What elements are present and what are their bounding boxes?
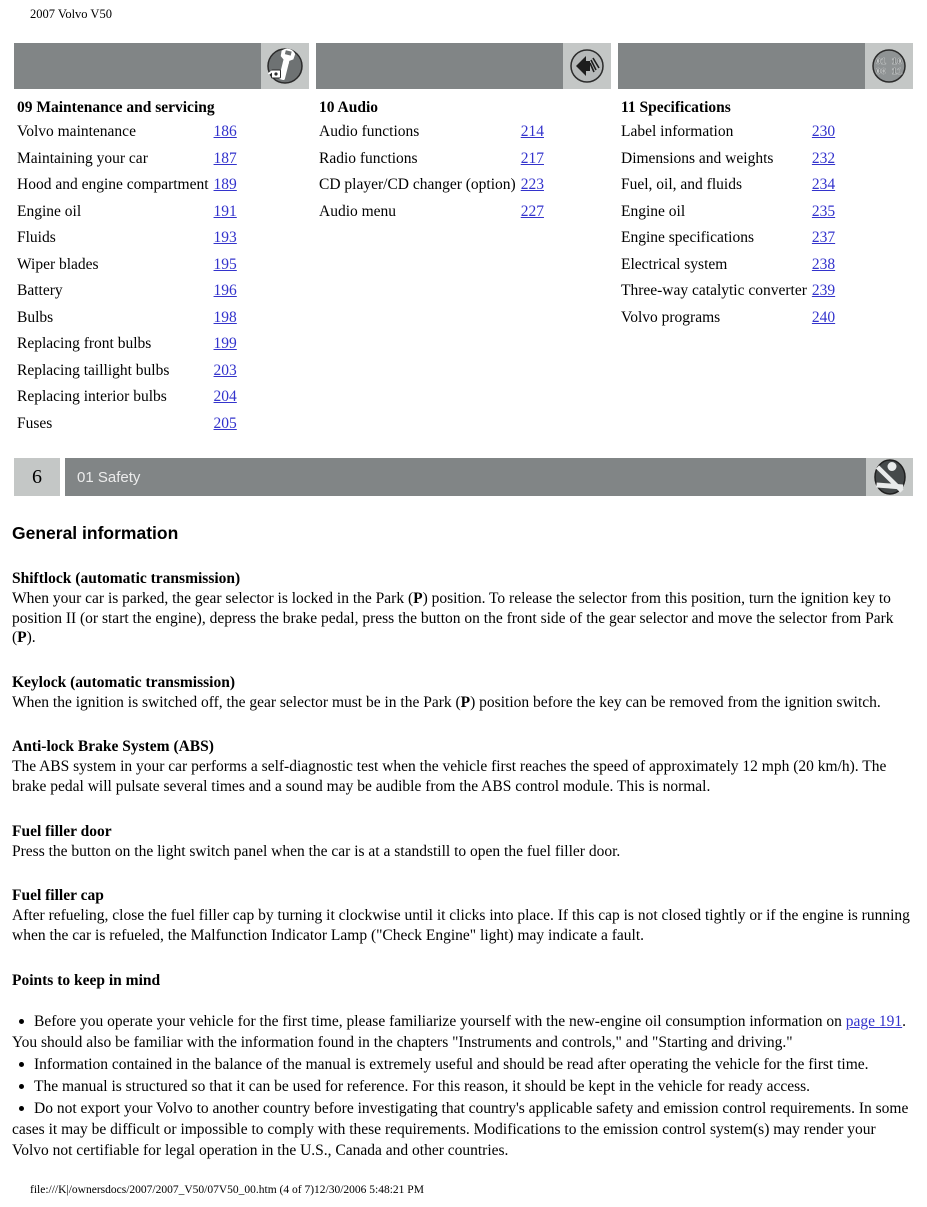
toc-item-label: Label information bbox=[621, 123, 734, 140]
page-link[interactable]: 187 bbox=[213, 149, 237, 167]
toc-item-label: Engine oil bbox=[17, 202, 82, 220]
section-abs bbox=[12, 738, 913, 796]
toc-column-audio bbox=[316, 43, 611, 437]
audio-header-bar bbox=[316, 43, 611, 89]
svg-text:00 11: 00 11 bbox=[875, 67, 903, 77]
toc-column-specifications bbox=[618, 43, 913, 437]
toc-list-audio bbox=[319, 119, 611, 225]
toc-item-label: Replacing interior bulbs bbox=[17, 388, 167, 405]
page-link[interactable]: 214 bbox=[520, 123, 544, 140]
toc-item-label: Audio menu bbox=[319, 202, 397, 220]
section-title: Anti-lock Brake System (ABS) bbox=[12, 738, 214, 756]
page-link[interactable]: 237 bbox=[811, 229, 836, 246]
toc-item-label: Fuel, oil, and fluids bbox=[621, 176, 742, 193]
toc-item-label: Replacing taillight bulbs bbox=[17, 361, 170, 379]
speaker-icon bbox=[567, 46, 607, 86]
maintenance-header-bar bbox=[14, 43, 309, 89]
toc-list-specifications bbox=[621, 119, 913, 331]
page-link[interactable]: 217 bbox=[520, 149, 544, 167]
toc-item-label: Battery bbox=[17, 282, 63, 299]
page-link[interactable]: 193 bbox=[213, 229, 237, 246]
bullet-dot bbox=[19, 1062, 24, 1067]
wrench-oil-icon bbox=[265, 46, 305, 86]
page-link[interactable]: 230 bbox=[811, 123, 836, 140]
toc-heading-specifications: 11 Specifications bbox=[621, 99, 731, 116]
specifications-header-bar bbox=[618, 43, 913, 89]
toc-item-label: Volvo programs bbox=[621, 308, 721, 326]
section-keylock bbox=[12, 674, 913, 713]
page-link[interactable]: 191 bbox=[213, 202, 237, 220]
toc-item-label: Maintaining your car bbox=[17, 149, 148, 167]
section-fuel-filler-door bbox=[12, 823, 913, 862]
points-heading: Points to keep in mind bbox=[12, 972, 161, 990]
page-link[interactable]: 199 bbox=[213, 335, 237, 352]
toc-item-label: Electrical system bbox=[621, 255, 728, 273]
seatbelt-icon bbox=[870, 458, 910, 496]
section-title: Fuel filler door bbox=[12, 822, 112, 840]
banner-page-number: 6 bbox=[14, 458, 60, 496]
page-link[interactable]: 195 bbox=[213, 255, 237, 273]
toc-item-label: Radio functions bbox=[319, 149, 418, 167]
bullet-item: The manual is structured so that it can be used for reference. For this reason, it should be kept in the vehicle for ready access. bbox=[12, 1076, 913, 1097]
toc-column-maintenance bbox=[14, 43, 309, 437]
toc-item-label: Fuses bbox=[17, 414, 53, 432]
toc-item-label: Wiper blades bbox=[17, 255, 99, 273]
toc-item-label: CD player/CD changer (option) bbox=[319, 176, 516, 193]
section-shiftlock bbox=[12, 570, 913, 648]
toc-heading-maintenance: 09 Maintenance and servicing bbox=[17, 99, 215, 116]
toc-item-label: Fluids bbox=[17, 229, 56, 246]
toc-list-maintenance bbox=[17, 119, 309, 437]
section-body: When the ignition is switched off, the gear selector must be in the Park (P) position before the key can be removed from the ignition switch. bbox=[12, 693, 881, 711]
page-link[interactable]: 198 bbox=[213, 308, 237, 326]
section-fuel-filler-cap bbox=[12, 887, 913, 945]
points-list bbox=[12, 1011, 913, 1161]
toc-heading-audio: 10 Audio bbox=[319, 99, 379, 116]
specifications-numbers-icon bbox=[869, 46, 909, 86]
page-link[interactable]: 240 bbox=[811, 308, 836, 326]
toc-item-label: Bulbs bbox=[17, 308, 54, 326]
page-link[interactable]: 234 bbox=[811, 176, 836, 193]
general-information-heading: General information bbox=[12, 523, 179, 543]
section-title: Keylock (automatic transmission) bbox=[12, 673, 236, 691]
bullet-dot bbox=[19, 1019, 24, 1024]
page-link[interactable]: 203 bbox=[213, 361, 237, 379]
page-link[interactable]: 238 bbox=[811, 255, 836, 273]
toc-item-label: Replacing front bulbs bbox=[17, 335, 152, 352]
section-body: The ABS system in your car performs a self-diagnostic test when the vehicle first reaches the speed of approximately 12 mph (20 km/h). The brake pedal will pulsate several times and a sound may be audible from the ABS control module. This is normal. bbox=[12, 758, 887, 795]
section-title: Shiftlock (automatic transmission) bbox=[12, 570, 241, 587]
page-link[interactable]: 186 bbox=[213, 123, 237, 140]
chapter-banner bbox=[14, 458, 913, 496]
banner-chapter-title: 01 Safety bbox=[65, 458, 866, 496]
section-body: When your car is parked, the gear selector is locked in the Park (P) position. To release the selector from this position, turn the ignition key to position II (or start the engine), depress the brake pedal, press the button on the front side of the gear selector and move the selector from Park (P). bbox=[12, 590, 894, 647]
toc-item-label: Three-way catalytic converter bbox=[621, 282, 807, 299]
page-link[interactable]: 223 bbox=[520, 176, 544, 193]
bullet-item: Before you operate your vehicle for the first time, please familiarize yourself with the new-engine oil consumption information on page 191. You should also be familiar with the information found in the chapters "Instruments and controls," and "Starting and driving." bbox=[12, 1013, 907, 1052]
file-path-footer: file:///K|/ownersdocs/2007/2007_V50/07V50_00.htm (4 of 7)12/30/2006 5:48:21 PM bbox=[30, 1184, 424, 1196]
toc-item-label: Dimensions and weights bbox=[621, 149, 774, 167]
svg-text:01 10: 01 10 bbox=[875, 57, 903, 67]
document-title: 2007 Volvo V50 bbox=[30, 7, 112, 21]
toc-item-label: Engine oil bbox=[621, 202, 686, 220]
page-link[interactable]: 204 bbox=[213, 388, 237, 405]
bullet-item: Do not export your Volvo to another country before investigating that country's applicable safety and emission control requirements. In some cases it may be difficult or impossible to comply with these requirements. Modifications to the emission control system(s) may render your Volvo not certifiable for legal operation in the U.S., Canada and other countries. bbox=[12, 1100, 909, 1160]
section-title: Fuel filler cap bbox=[12, 887, 104, 905]
bullet-dot bbox=[19, 1106, 24, 1111]
page-link[interactable]: 235 bbox=[811, 202, 836, 220]
toc-item-label: Audio functions bbox=[319, 123, 420, 140]
toc-columns bbox=[14, 43, 913, 437]
page-link[interactable]: 227 bbox=[520, 202, 544, 220]
page-191-link[interactable]: page 191 bbox=[845, 1013, 903, 1031]
page-link[interactable]: 189 bbox=[213, 176, 237, 193]
main-content bbox=[12, 523, 913, 1161]
page-link[interactable]: 205 bbox=[213, 414, 237, 432]
bullet-dot bbox=[19, 1084, 24, 1089]
page-link[interactable]: 232 bbox=[811, 149, 836, 167]
toc-item-label: Volvo maintenance bbox=[17, 123, 136, 140]
bullet-item: Information contained in the balance of the manual is extremely useful and should be read after operating the vehicle for the first time. bbox=[12, 1054, 913, 1075]
page-link[interactable]: 239 bbox=[811, 282, 836, 299]
section-body: After refueling, close the fuel filler cap by turning it clockwise until it clicks into place. If this cap is not closed tightly or if the engine is running when the car is refueled, the Malfunction Indicator Lamp ("Check Engine" light) may indicate a fault. bbox=[12, 907, 910, 944]
toc-item-label: Hood and engine compartment bbox=[17, 176, 209, 193]
toc-item-label: Engine specifications bbox=[621, 229, 754, 246]
section-body: Press the button on the light switch panel when the car is at a standstill to open the fuel filler door. bbox=[12, 842, 621, 860]
page-link[interactable]: 196 bbox=[213, 282, 237, 299]
